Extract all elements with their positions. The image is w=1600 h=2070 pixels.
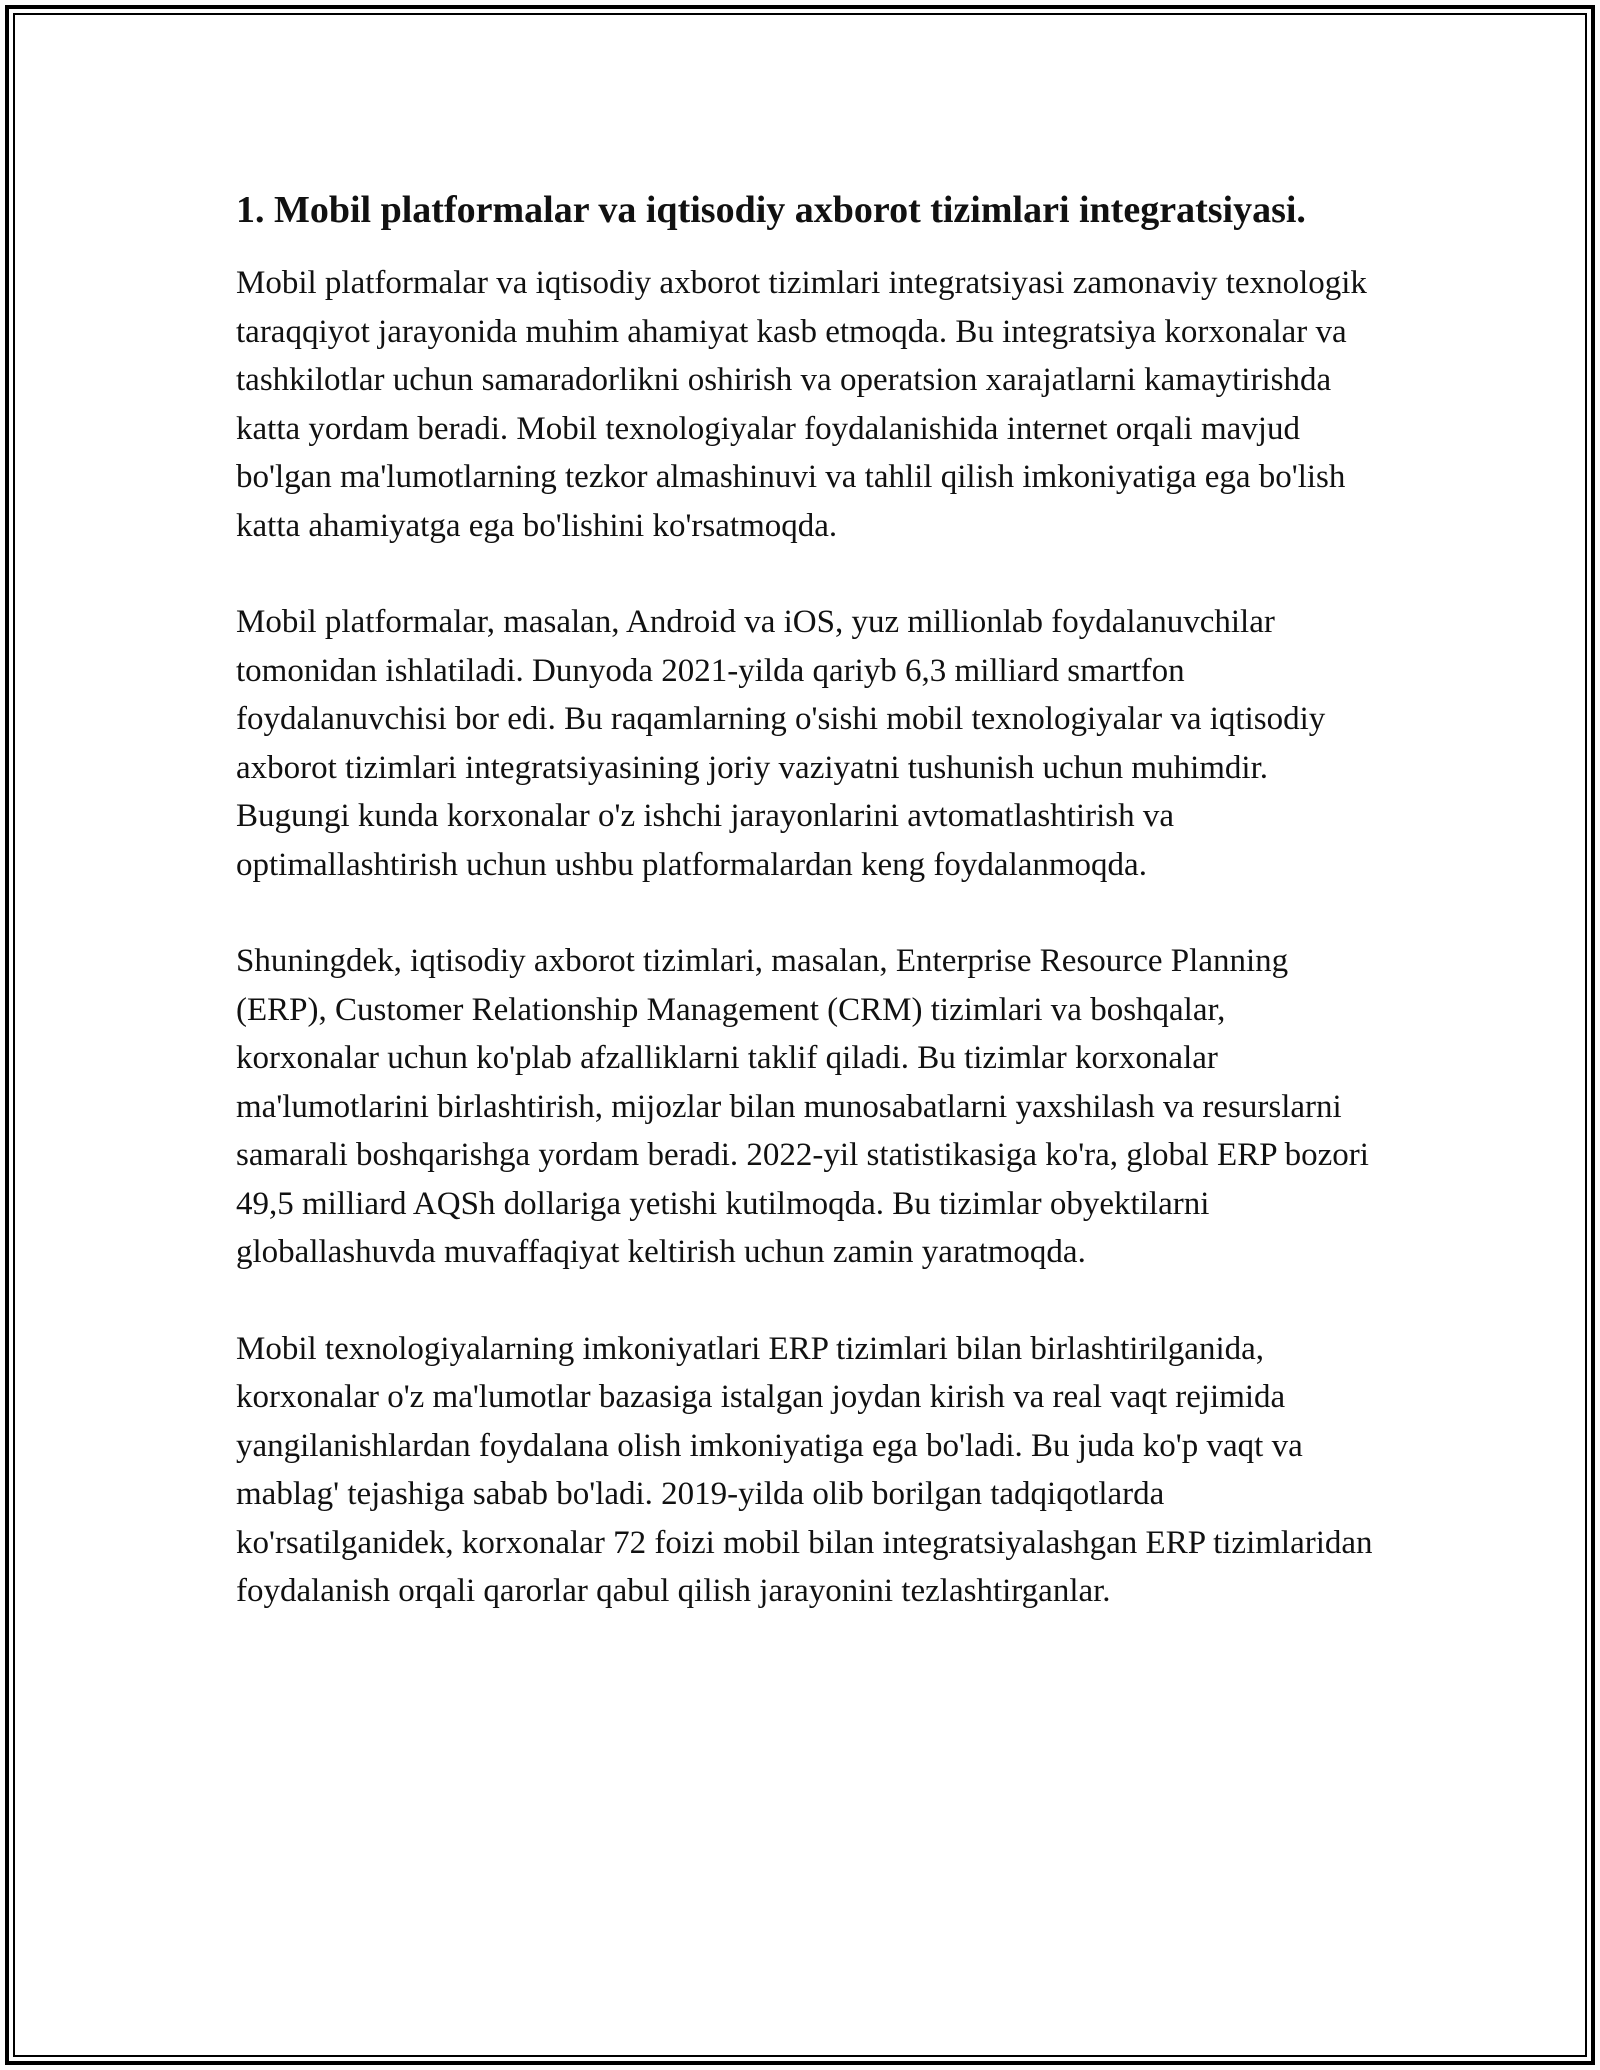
paragraph-1: Mobil platformalar va iqtisodiy axborot tizimlari integratsiyasi zamonaviy texnologik taraqqiyot jarayonida muhim ahamiyat kasb etmoqda. Bu integratsiya korxonalar va tashkilotlar uchun samaradorlikni oshirish va operatsion xarajatlarni kamaytirishda katta yordam beradi. Mobil texnologiyalar foydalanishida internet orqali mavjud bo'lgan ma'lumotlarning tezkor almashinuvi va tahlil qilish imkoniyatiga ega bo'lish katta ahamiyatga ega bo'lishini ko'rsatmoqda. [236,265,1367,544]
paragraph-4: Mobil texnologiyalarning imkoniyatlari ERP tizimlari bilan birlashtirilganida, korxonalar o'z ma'lumotlar bazasiga istalgan joydan kirish va real vaqt rejimida yangilanishlardan foydalana olish imkoniyatiga ega bo'ladi. Bu juda ko'p vaqt va mablag' tejashiga sabab bo'ladi. 2019-yilda olib borilgan tadqiqotlarda ko'rsatilganidek, korxonalar 72 foizi mobil bilan integratsiyalashgan ERP tizimlaridan foydalanish orqali qarorlar qabul qilish jarayonini tezlashtirganlar. [236,1330,1373,1609]
document-body [236,186,1376,1664]
paragraph-3: Shuningdek, iqtisodiy axborot tizimlari, masalan, Enterprise Resource Planning (ERP), Customer Relationship Management (CRM) tizimlari va boshqalar, korxonalar uchun ko'plab afzalliklarni taklif qiladi. Bu tizimlar korxonalar ma'lumotlarini birlashtirish, mijozlar bilan munosabatlarni yaxshilash va resurslarni samarali boshqarishga yordam beradi. 2022-yil statistikasiga ko'ra, global ERP bozori 49,5 milliard AQSh dollariga yetishi kutilmoqda. Bu tizimlar obyektilarni globallashuvda muvaffaqiyat keltirish uchun zamin yaratmoqda. [236,943,1369,1270]
paragraph-2: Mobil platformalar, masalan, Android va iOS, yuz millionlab foydalanuvchilar tomonidan ishlatiladi. Dunyoda 2021-yilda qariyb 6,3 milliard smartfon foydalanuvchisi bor edi. Bu raqamlarning o'sishi mobil texnologiyalar va iqtisodiy axborot tizimlari integratsiyasining joriy vaziyatni tushunish uchun muhimdir. Bugungi kunda korxonalar o'z ishchi jarayonlarini avtomatlashtirish va optimallashtirish uchun ushbu platformalardan keng foydalanmoqda. [236,604,1326,883]
section-heading: 1. Mobil platformalar va iqtisodiy axborot tizimlari integratsiyasi. [236,189,1306,231]
